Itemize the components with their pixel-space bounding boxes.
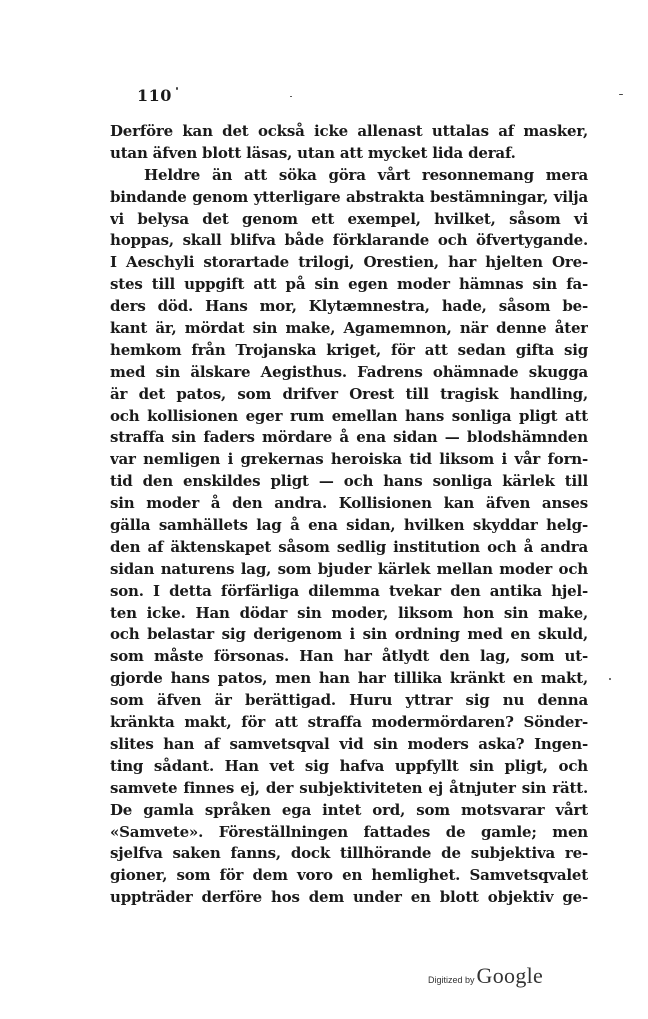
text-line: ders död. Hans mor, Klytæmnestra, hade, såsom be- bbox=[110, 297, 588, 316]
text-line: gjorde hans patos, men han har tillika kränkt en makt, bbox=[110, 669, 588, 688]
text-line: son. I detta förfärliga dilemma tvekar den antika hjel- bbox=[110, 581, 588, 600]
text-line: den af äktenskapet såsom sedlig institution och å andra bbox=[110, 537, 588, 556]
text-line: De gamla språken ega intet ord, som motsvarar vårt bbox=[110, 800, 588, 819]
text-line: uppträder derföre hos dem under en blott objektiv ge- bbox=[110, 888, 588, 907]
text-line: med sin älskare Aegisthus. Fadrens ohämnade skugga bbox=[110, 362, 588, 381]
text-line: bindande genom ytterligare abstrakta bestämningar, vilja bbox=[110, 187, 588, 206]
text-line: utan äfven blott läsas, utan att mycket lida deraf. bbox=[110, 143, 516, 162]
text-line: sjelfva saken fanns, dock tillhörande de subjektiva re- bbox=[110, 844, 588, 863]
text-line: var nemligen i grekernas heroiska tid liksom i vår forn- bbox=[110, 450, 588, 469]
scan-speck bbox=[290, 96, 292, 97]
google-logo: Google bbox=[476, 963, 544, 988]
text-line: Derföre kan det också icke allenast uttalas af masker, bbox=[110, 122, 588, 140]
text-line: tid den enskildes pligt — och hans sonliga kärlek till bbox=[110, 472, 588, 491]
text-line: straffa sin faders mördare å ena sidan — blodshämnden bbox=[110, 428, 588, 447]
text-line: hoppas, skall blifva både förklarande och öfvertygande. bbox=[110, 231, 588, 250]
text-line: slites han af samvetsqval vid sin moders aska? Ingen- bbox=[110, 734, 588, 753]
scan-speck bbox=[609, 678, 611, 680]
text-line: «Samvete». Föreställningen fattades de gamle; men bbox=[110, 822, 588, 841]
text-line: samvete finnes ej, der subjektiviteten ej åtnjuter sin rätt. bbox=[110, 778, 588, 797]
text-line: kränkta makt, för att straffa modermördaren? Sönder- bbox=[110, 713, 588, 732]
text-line: hemkom från Trojanska kriget, för att sedan gifta sig bbox=[110, 340, 588, 359]
text-line: gälla samhällets lag å ena sidan, hvilken skyddar helg- bbox=[110, 516, 588, 535]
text-line: som måste försonas. Han har åtlydt den lag, som ut- bbox=[110, 647, 588, 666]
text-line: sidan naturens lag, som bjuder kärlek mellan moder och bbox=[110, 559, 588, 578]
text-line: gioner, som för dem voro en hemlighet. Samvetsqvalet bbox=[110, 866, 588, 885]
text-line: som äfven är berättigad. Huru yttrar sig nu denna bbox=[110, 691, 588, 710]
body-text bbox=[110, 121, 588, 909]
text-line: Heldre än att söka göra vårt resonnemang mera bbox=[144, 165, 588, 184]
text-line: ting sådant. Han vet sig hafva uppfyllt sin pligt, och bbox=[110, 756, 588, 775]
text-line: och kollisionen eger rum emellan hans sonliga pligt att bbox=[110, 406, 588, 425]
text-line: ten icke. Han dödar sin moder, liksom hon sin make, bbox=[110, 603, 588, 622]
text-line: stes till uppgift att på sin egen moder hämnas sin fa- bbox=[110, 275, 588, 294]
text-line: I Aeschyli storartade trilogi, Orestien, har hjelten Ore- bbox=[110, 253, 588, 272]
text-line: kant är, mördat sin make, Agamemnon, när denne åter bbox=[110, 319, 588, 338]
page-number: 110 bbox=[137, 86, 172, 105]
scan-speck bbox=[619, 94, 623, 95]
scan-speck bbox=[176, 87, 178, 90]
text-line: och belastar sig derigenom i sin ordning med en skuld, bbox=[110, 625, 588, 644]
text-line: sin moder å den andra. Kollisionen kan äfven anses bbox=[110, 494, 588, 513]
text-line: är det patos, som drifver Orest till tragisk handling, bbox=[110, 384, 588, 403]
digitized-by-label: Digitized by bbox=[428, 975, 475, 985]
digitized-by-watermark bbox=[428, 963, 543, 989]
text-line: vi belysa det genom ett exempel, hvilket, såsom vi bbox=[110, 209, 588, 228]
